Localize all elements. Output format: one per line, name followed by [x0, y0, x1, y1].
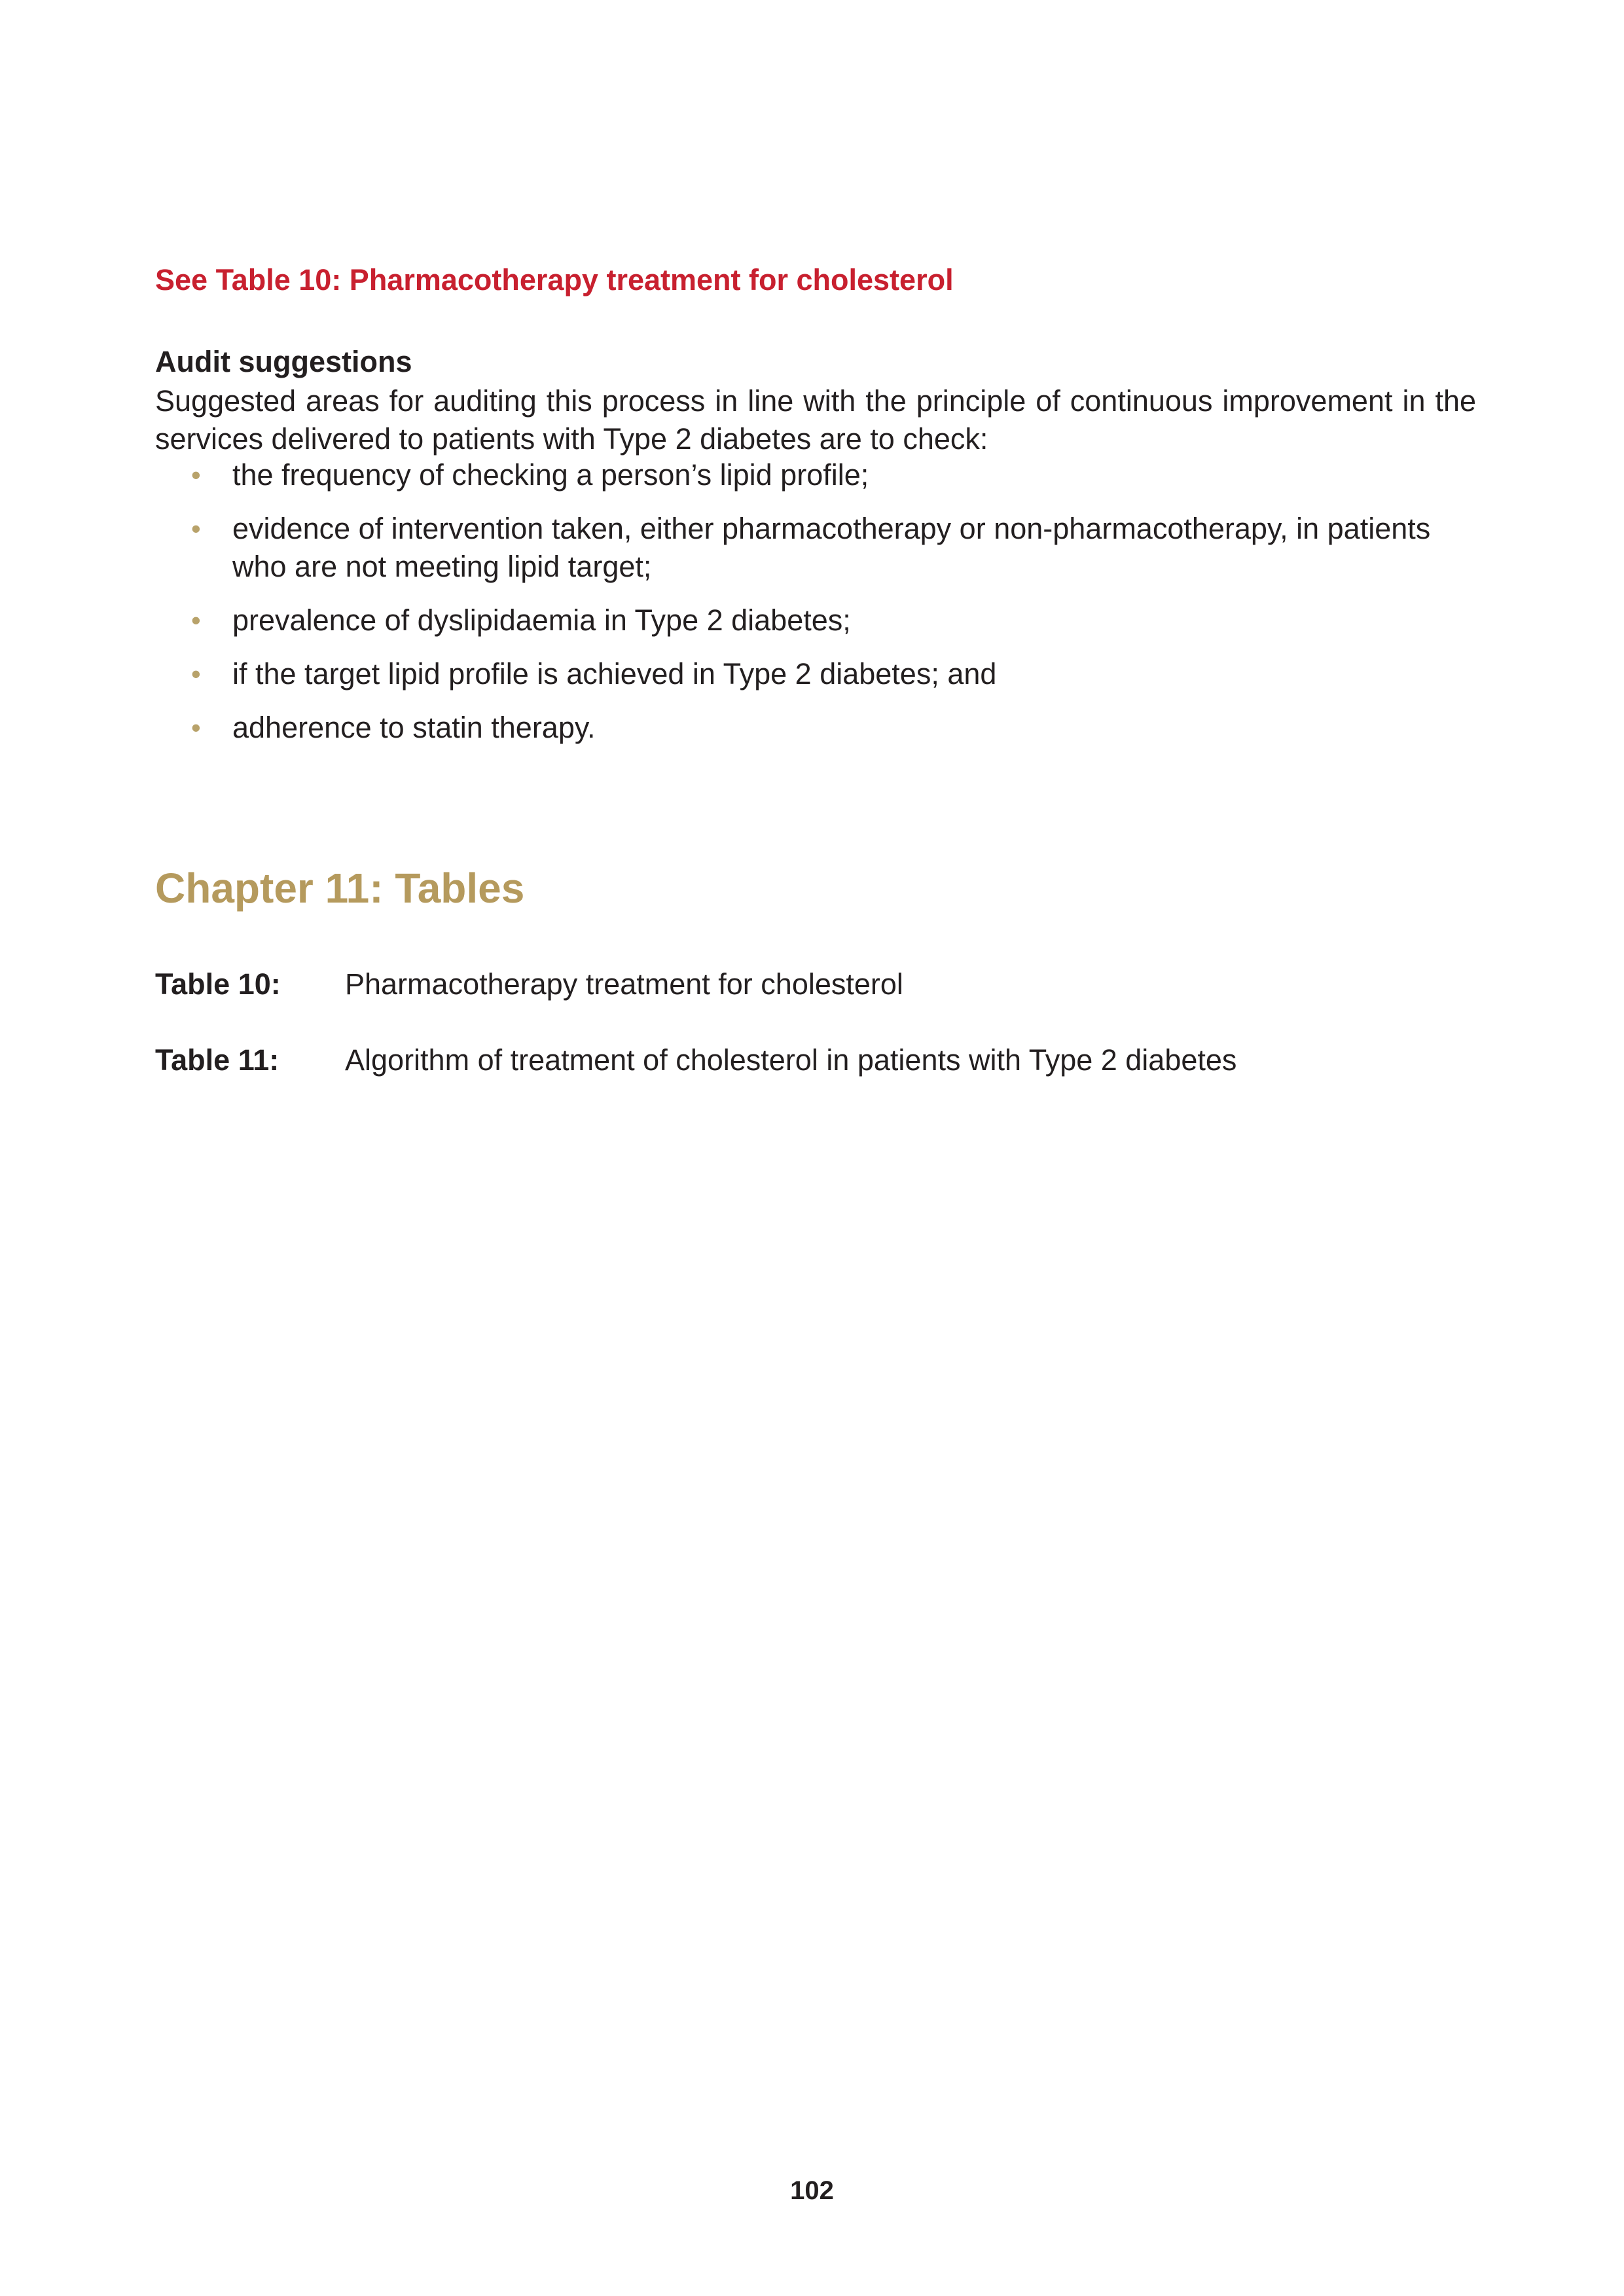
bullet-icon: • [191, 712, 201, 743]
table-list-entry[interactable] [155, 1043, 1236, 1077]
table-reference-link[interactable]: See Table 10: Pharmacotherapy treatment for cholesterol [155, 263, 954, 296]
audit-suggestions-heading: Audit suggestions [155, 345, 412, 378]
bullet-icon: • [191, 605, 201, 636]
table-list-entry[interactable] [155, 967, 903, 1001]
bullet-icon: • [191, 459, 201, 490]
list-item-text: evidence of intervention taken, either pharmacotherapy or non-pharmacotherapy, in patients who are not meeting lipid target; [232, 512, 1431, 583]
list-item [155, 456, 1476, 494]
list-item-text: adherence to statin therapy. [232, 711, 596, 744]
list-item [155, 709, 1476, 747]
table-description: Pharmacotherapy treatment for cholesterol [345, 967, 903, 1001]
table-description: Algorithm of treatment of cholesterol in patients with Type 2 diabetes [345, 1043, 1237, 1077]
list-item-text: prevalence of dyslipidaemia in Type 2 diabetes; [232, 603, 851, 637]
page-number: 102 [790, 2176, 834, 2205]
bullet-icon: • [191, 658, 201, 689]
chapter-title: Chapter 11: Tables [155, 865, 525, 912]
table-label: Table 10: [155, 967, 281, 1001]
audit-intro-paragraph: Suggested areas for auditing this process in line with the principle of continuous improvement in the services delivered to patients with Type 2 diabetes are to check: [155, 384, 1476, 456]
list-item [155, 510, 1476, 586]
list-item-text: the frequency of checking a person’s lipid profile; [232, 458, 869, 492]
list-item [155, 601, 1476, 639]
table-label: Table 11: [155, 1043, 280, 1077]
list-item [155, 655, 1476, 693]
audit-suggestions-list [155, 456, 1476, 762]
bullet-icon: • [191, 513, 201, 544]
list-item-text: if the target lipid profile is achieved in Type 2 diabetes; and [232, 657, 997, 691]
